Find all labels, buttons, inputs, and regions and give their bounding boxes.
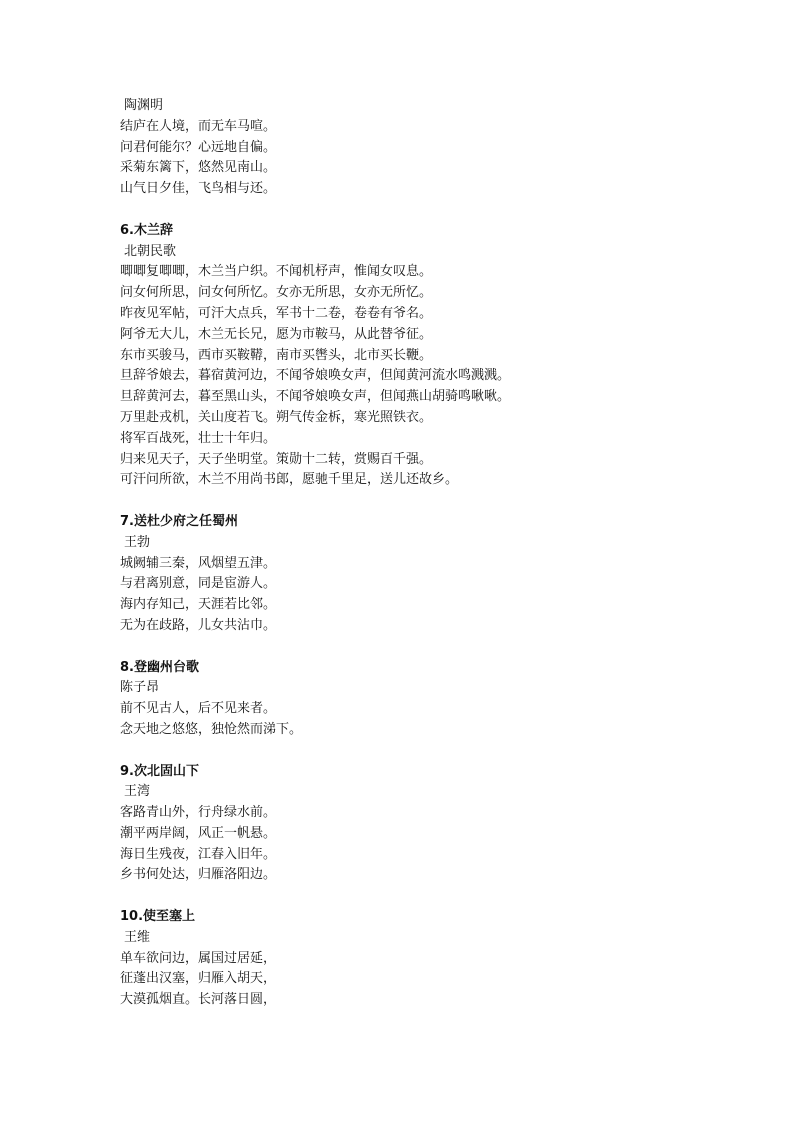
poem-line: 可汗问所欲，木兰不用尚书郎，愿驰千里足，送儿还故乡。 bbox=[120, 472, 459, 488]
poem-line: 潮平两岸阔，风正一帆悬。 bbox=[120, 825, 277, 841]
poem-title: 9.次北固山下 bbox=[120, 763, 199, 779]
poem-line: 前不见古人，后不见来者。 bbox=[120, 701, 277, 717]
spacer bbox=[120, 200, 760, 221]
poem-line: 唧唧复唧唧，木兰当户织。不闻机杼声，惟闻女叹息。 bbox=[120, 264, 433, 280]
poem-line: 海日生残夜，江春入旧年。 bbox=[120, 846, 277, 862]
poem-line: 将军百战死，壮士十年归。 bbox=[120, 430, 277, 446]
poem-line: 问女何所思，问女何所忆。女亦无所思，女亦无所忆。 bbox=[120, 285, 433, 301]
poem-block bbox=[120, 658, 760, 741]
poem-line: 东市买骏马，西市买鞍鞯，南市买辔头，北市买长鞭。 bbox=[120, 347, 433, 363]
spacer bbox=[120, 491, 760, 512]
poem-line: 客路青山外，行舟绿水前。 bbox=[120, 805, 277, 821]
poem-line: 旦辞黄河去，暮至黑山头，不闻爷娘唤女声，但闻燕山胡骑鸣啾啾。 bbox=[120, 389, 511, 405]
poem-title: 8.登幽州台歌 bbox=[120, 659, 199, 675]
poem-line: 征蓬出汉塞，归雁入胡天， bbox=[120, 971, 277, 987]
poem-line: 归来见天子，天子坐明堂。策勋十二转，赏赐百千强。 bbox=[120, 451, 433, 467]
poem-title: 10.使至塞上 bbox=[120, 909, 196, 925]
poem-line: 旦辞爷娘去，暮宿黄河边，不闻爷娘唤女声，但闻黄河流水鸣溅溅。 bbox=[120, 368, 511, 384]
poem-line: 无为在歧路，儿女共沾巾。 bbox=[120, 617, 277, 633]
poem-block bbox=[120, 512, 760, 637]
poem-block bbox=[120, 221, 760, 491]
spacer bbox=[120, 741, 760, 762]
poem-author: 王勃 bbox=[124, 534, 151, 550]
document-page bbox=[120, 96, 760, 1011]
poem-title: 7.送杜少府之任蜀州 bbox=[120, 513, 238, 529]
poem-line: 念天地之悠悠，独怆然而涕下。 bbox=[120, 721, 303, 737]
spacer bbox=[120, 886, 760, 907]
poem-line: 大漠孤烟直。长河落日圆， bbox=[120, 992, 277, 1008]
poem-author: 王维 bbox=[124, 929, 151, 945]
poem-block bbox=[120, 762, 760, 887]
poem-title: 6.木兰辞 bbox=[120, 222, 173, 238]
spacer bbox=[120, 637, 760, 658]
poem-line: 海内存知己，天涯若比邻。 bbox=[120, 597, 277, 613]
poem-line: 单车欲问边，属国过居延， bbox=[120, 950, 277, 966]
poem-author: 陶渊明 bbox=[124, 98, 164, 113]
poem-block bbox=[120, 907, 760, 1011]
poem-line: 阿爷无大儿，木兰无长兄，愿为市鞍马，从此替爷征。 bbox=[120, 326, 433, 342]
poem-block bbox=[120, 96, 760, 200]
poem-line: 乡书何处达，归雁洛阳边。 bbox=[120, 867, 277, 883]
poem-line: 万里赴戎机，关山度若飞。朔气传金柝，寒光照铁衣。 bbox=[120, 409, 433, 425]
poem-line: 结庐在人境，而无车马喧。 bbox=[120, 118, 277, 134]
poem-line: 山气日夕佳，飞鸟相与还。 bbox=[120, 181, 277, 197]
poem-line: 问君何能尔？心远地自偏。 bbox=[120, 139, 277, 155]
poem-line: 采菊东篱下，悠然见南山。 bbox=[120, 160, 277, 176]
poem-author: 陈子昂 bbox=[120, 680, 160, 696]
poem-author: 王湾 bbox=[124, 784, 151, 800]
poem-author: 北朝民歌 bbox=[124, 243, 177, 259]
poem-line: 城阙辅三秦，风烟望五津。 bbox=[120, 555, 277, 571]
poem-line: 与君离别意，同是宦游人。 bbox=[120, 576, 277, 592]
poem-line: 昨夜见军帖，可汗大点兵，军书十二卷，卷卷有爷名。 bbox=[120, 305, 433, 321]
